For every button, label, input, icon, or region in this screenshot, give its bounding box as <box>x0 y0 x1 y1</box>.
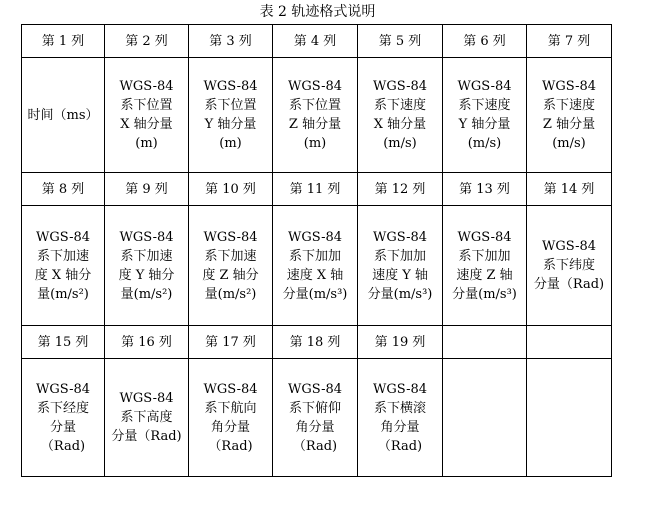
table-cell: WGS-84 系下纬度 分量（Rad) <box>527 206 612 326</box>
table-cell: WGS-84 系下加速 度 Y 轴分 量(m/s²) <box>105 206 189 326</box>
column-header: 第 6 列 <box>443 25 527 58</box>
column-header: 第 1 列 <box>22 25 105 58</box>
column-header: 第 4 列 <box>273 25 358 58</box>
table-row <box>22 359 612 477</box>
column-header: 第 13 列 <box>443 173 527 206</box>
table-cell: WGS-84 系下俯仰 角分量 （Rad) <box>273 359 358 477</box>
trajectory-format-table <box>21 24 612 477</box>
table-cell: WGS-84 系下加加 速度 Z 轴 分量(m/s³) <box>443 206 527 326</box>
table-cell: WGS-84 系下横滚 角分量 （Rad) <box>358 359 443 477</box>
empty-cell <box>527 359 612 477</box>
column-header: 第 12 列 <box>358 173 443 206</box>
column-header: 第 2 列 <box>105 25 189 58</box>
table-cell: WGS-84 系下位置 X 轴分量 (m) <box>105 58 189 173</box>
table-cell: WGS-84 系下加速 度 X 轴分 量(m/s²) <box>22 206 105 326</box>
table-caption: 表 2 轨迹格式说明 <box>259 4 376 20</box>
column-header: 第 18 列 <box>273 326 358 359</box>
table-header-row <box>22 25 612 58</box>
column-header: 第 11 列 <box>273 173 358 206</box>
table-header-row <box>22 173 612 206</box>
table-cell: WGS-84 系下位置 Y 轴分量 (m) <box>189 58 273 173</box>
table-cell: WGS-84 系下经度 分量 （Rad) <box>22 359 105 477</box>
table-cell: WGS-84 系下加速 度 Z 轴分 量(m/s²) <box>189 206 273 326</box>
table-cell: WGS-84 系下航向 角分量 （Rad) <box>189 359 273 477</box>
table-cell: WGS-84 系下加加 速度 X 轴 分量(m/s³) <box>273 206 358 326</box>
table-row <box>22 58 612 173</box>
column-header: 第 8 列 <box>22 173 105 206</box>
column-header: 第 19 列 <box>358 326 443 359</box>
empty-cell <box>443 359 527 477</box>
empty-cell <box>443 326 527 359</box>
column-header: 第 9 列 <box>105 173 189 206</box>
empty-cell <box>527 326 612 359</box>
column-header: 第 7 列 <box>527 25 612 58</box>
table-cell: WGS-84 系下加加 速度 Y 轴 分量(m/s³) <box>358 206 443 326</box>
table-cell: WGS-84 系下速度 X 轴分量 (m/s) <box>358 58 443 173</box>
table-cell: WGS-84 系下速度 Z 轴分量 (m/s) <box>527 58 612 173</box>
column-header: 第 16 列 <box>105 326 189 359</box>
column-header: 第 14 列 <box>527 173 612 206</box>
column-header: 第 15 列 <box>22 326 105 359</box>
table-cell: WGS-84 系下高度 分量（Rad) <box>105 359 189 477</box>
column-header: 第 3 列 <box>189 25 273 58</box>
column-header: 第 5 列 <box>358 25 443 58</box>
column-header: 第 10 列 <box>189 173 273 206</box>
table-cell: WGS-84 系下速度 Y 轴分量 (m/s) <box>443 58 527 173</box>
table-header-row <box>22 326 612 359</box>
table-row <box>22 206 612 326</box>
table-cell: 时间（ms） <box>22 58 105 173</box>
table-cell: WGS-84 系下位置 Z 轴分量 (m) <box>273 58 358 173</box>
column-header: 第 17 列 <box>189 326 273 359</box>
